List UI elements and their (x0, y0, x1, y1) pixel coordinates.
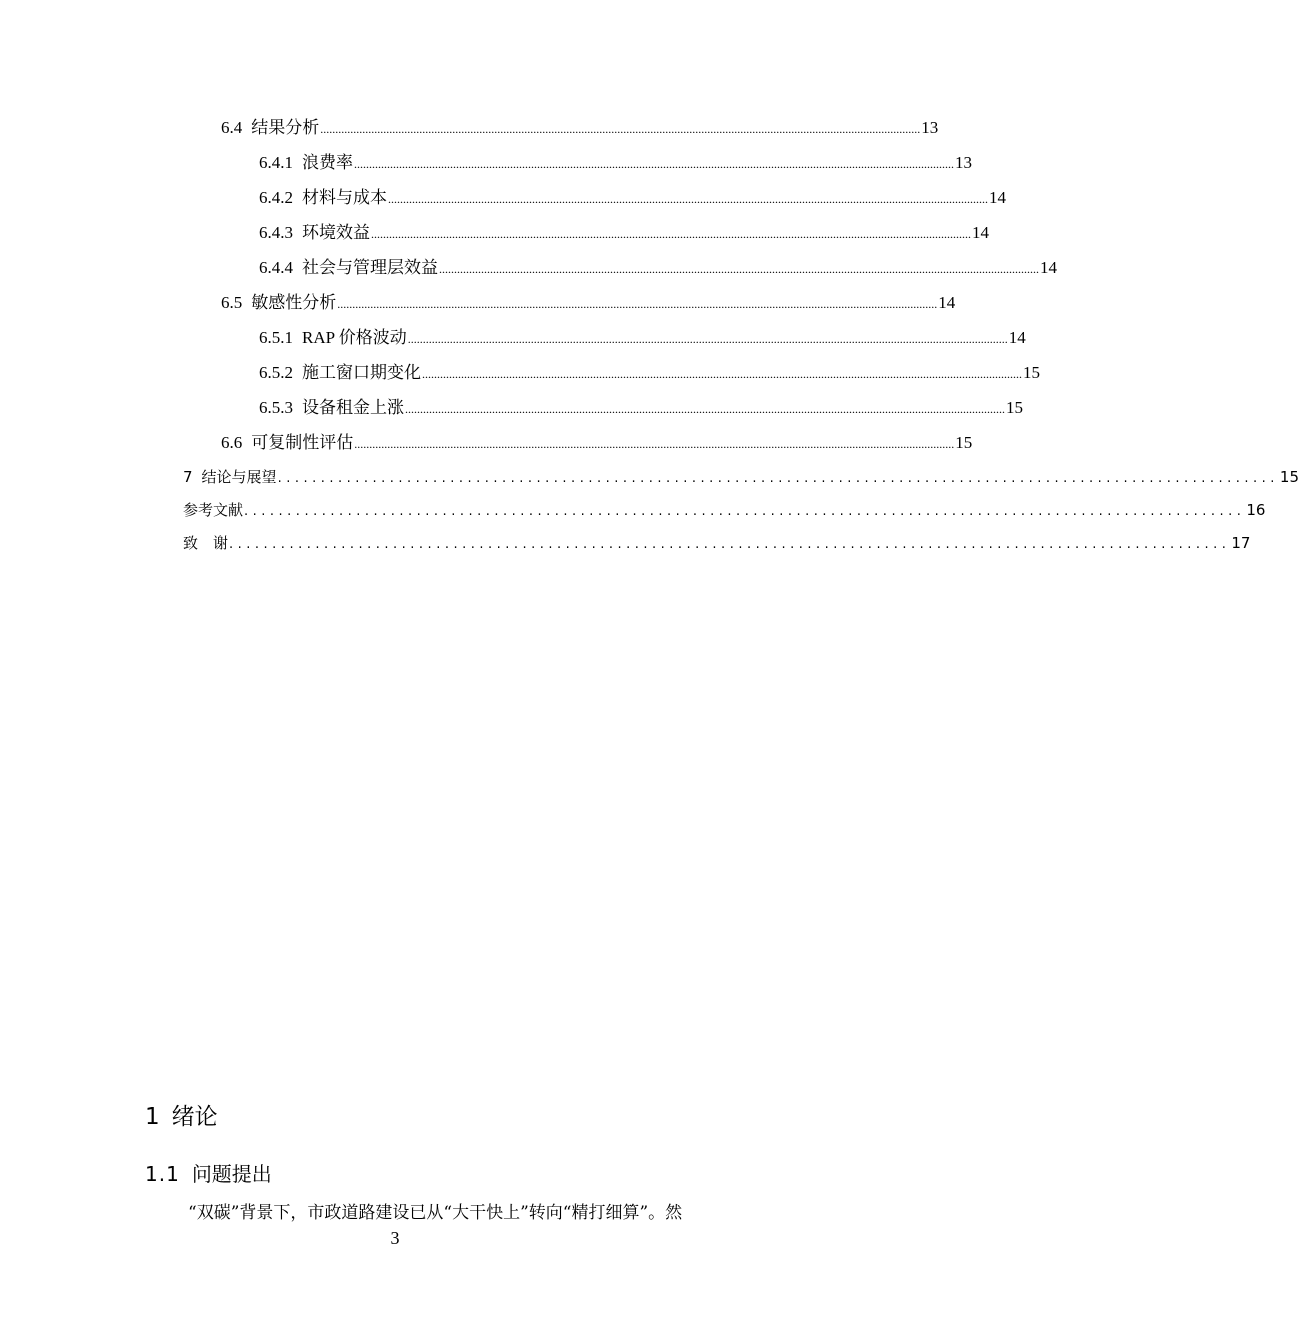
toc-leader: ........................................................................................................................................................................................................ (422, 367, 1022, 381)
toc-entry-6-4[interactable] (221, 116, 939, 140)
toc-page: 14 (972, 223, 989, 242)
toc-number: 6.4.4 (259, 258, 293, 277)
toc-number: 7 (183, 468, 193, 486)
toc-title: 敏感性分析 (251, 293, 337, 312)
toc-entry-6-5-3[interactable] (259, 396, 1023, 420)
toc-leader: ........................................................................................................................................................................................................ (337, 297, 938, 311)
toc-page: 15 (1006, 398, 1023, 417)
toc-number: 6.4.1 (259, 153, 293, 172)
toc-leader: .................................................................................................................... (244, 504, 1246, 519)
toc-leader: ........................................................................................................................................................................................................ (354, 437, 955, 451)
toc-leader: .................................................................................................................... (277, 471, 1279, 486)
toc-page: 14 (938, 293, 956, 312)
toc-entry-6-5-2[interactable] (259, 361, 1040, 385)
toc-page: 14 (1008, 328, 1026, 347)
toc-number: 6.4.2 (259, 188, 293, 207)
body-paragraph: “双碳”背景下，市政道路建设已从“大干快上”转向“精打细算”。然 (188, 1203, 683, 1223)
toc-page: 14 (1040, 258, 1057, 277)
toc-entry-6-5-1[interactable] (259, 326, 1026, 350)
toc-entry-7[interactable] (183, 465, 1299, 489)
toc-title: 材料与成本 (302, 188, 387, 207)
toc-title: 结论与展望 (201, 468, 277, 486)
toc-title: 环境效益 (302, 223, 370, 242)
toc-entry-6-4-3[interactable] (259, 221, 989, 245)
toc-leader: ........................................................................................................................................................................................................ (354, 157, 954, 171)
toc-entry-6-4-1[interactable] (259, 151, 972, 175)
toc-page: 15 (955, 433, 973, 452)
toc-title: 施工窗口期变化 (302, 363, 421, 382)
toc-entry-references[interactable] (183, 498, 1266, 522)
chapter-heading (145, 1098, 218, 1131)
section-heading (145, 1158, 272, 1187)
chapter-number: 1 (145, 1104, 160, 1130)
toc-leader: ........................................................................................................................................................................................................ (439, 262, 1039, 276)
toc-leader: .................................................................................................................... (229, 537, 1231, 552)
toc-page: 15 (1023, 363, 1040, 382)
toc-page: 13 (955, 153, 972, 172)
toc-number: 6.5.1 (259, 328, 293, 347)
toc-number: 6.5.2 (259, 363, 293, 382)
toc-page: 15 (1279, 468, 1299, 486)
toc-number: 6.5 (221, 293, 243, 312)
page-number: 3 (390, 1228, 400, 1248)
toc-leader: ........................................................................................................................................................................................................ (371, 227, 971, 241)
toc-title: 致 谢 (183, 534, 229, 552)
toc-title: 参考文献 (183, 501, 244, 519)
toc-leader: ........................................................................................................................................................................................................ (320, 122, 921, 136)
toc-page: 14 (989, 188, 1006, 207)
toc-title: 可复制性评估 (251, 433, 354, 452)
toc-entry-6-6[interactable] (221, 431, 973, 455)
toc-leader: ........................................................................................................................................................................................................ (405, 402, 1005, 416)
toc-entry-6-4-2[interactable] (259, 186, 1006, 210)
toc-number: 6.5.3 (259, 398, 293, 417)
toc-entry-6-4-4[interactable] (259, 256, 1057, 280)
toc-number: 6.4.3 (259, 223, 293, 242)
toc-page: 16 (1246, 501, 1266, 519)
toc-page: 17 (1231, 534, 1251, 552)
toc-entry-6-5[interactable] (221, 291, 956, 315)
toc-title: 社会与管理层效益 (302, 258, 438, 277)
toc-entry-acknowledgements[interactable] (183, 531, 1251, 555)
toc-title: 浪费率 (302, 153, 353, 172)
toc-title: RAP 价格波动 (302, 328, 407, 347)
toc-title: 结果分析 (251, 118, 320, 137)
toc-page: 13 (921, 118, 939, 137)
toc-leader: ........................................................................................................................................................................................................ (407, 332, 1008, 346)
section-number: 1.1 (145, 1162, 180, 1186)
toc-title: 设备租金上涨 (302, 398, 404, 417)
chapter-title: 绪论 (171, 1104, 218, 1130)
section-title: 问题提出 (191, 1162, 272, 1186)
toc-number: 6.6 (221, 433, 243, 452)
toc-number: 6.4 (221, 118, 243, 137)
toc-leader: ........................................................................................................................................................................................................ (388, 192, 988, 206)
